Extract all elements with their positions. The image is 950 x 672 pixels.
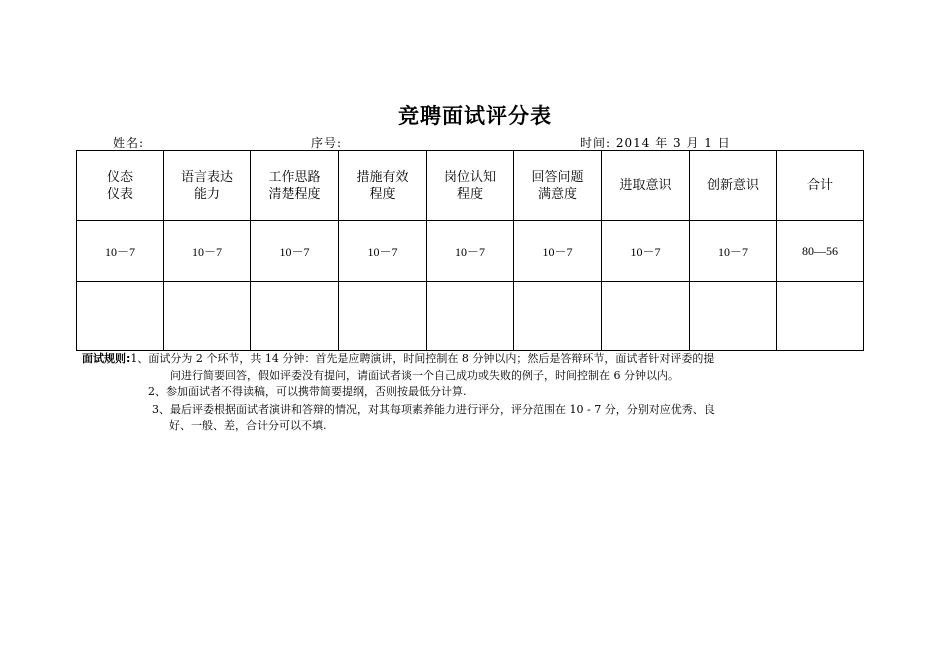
range-cell: 10－7 (164, 221, 251, 282)
score-entry-cell[interactable] (777, 282, 864, 351)
header-cell: 合计 (777, 151, 864, 221)
score-entry-cell[interactable] (339, 282, 427, 351)
score-entry-cell[interactable] (514, 282, 602, 351)
rule-3: 3、最后评委根据面试者演讲和答辩的情况，对其每项素养能力进行评分，评分范围在 10 - 7 分，分别对应优秀、良 (152, 403, 715, 416)
seq-label: 序号: (311, 136, 343, 150)
range-cell: 10－7 (514, 221, 602, 282)
header-row (77, 151, 864, 221)
range-cell: 80—56 (777, 221, 864, 282)
score-entry-cell[interactable] (602, 282, 690, 351)
score-entry-row (77, 282, 864, 351)
score-entry-cell[interactable] (690, 282, 777, 351)
header-cell: 语言表达 能力 (164, 151, 251, 221)
header-cell: 措施有效 程度 (339, 151, 427, 221)
rule-1: 面试规则:1、面试分为 2 个环节，共 14 分钟：首先是应聘演讲，时间控制在 8 分钟以内；然后是答辩环节，面试者针对评委的提 (82, 352, 715, 365)
score-entry-cell[interactable] (427, 282, 514, 351)
rule-3-continued: 好、一般、差，合计分可以不填. (169, 419, 327, 432)
range-cell: 10－7 (251, 221, 339, 282)
header-cell: 工作思路 清楚程度 (251, 151, 339, 221)
range-cell: 10－7 (77, 221, 164, 282)
score-table (76, 150, 864, 351)
time-label: 时间: 2014 年 3 月 1 日 (580, 136, 731, 150)
range-cell: 10－7 (427, 221, 514, 282)
header-cell: 进取意识 (602, 151, 690, 221)
score-entry-cell[interactable] (77, 282, 164, 351)
page-title: 竞聘面试评分表 (398, 104, 552, 128)
header-cell: 创新意识 (690, 151, 777, 221)
range-cell: 10－7 (339, 221, 427, 282)
score-entry-cell[interactable] (164, 282, 251, 351)
score-entry-cell[interactable] (251, 282, 339, 351)
range-row (77, 221, 864, 282)
range-cell: 10－7 (602, 221, 690, 282)
name-label: 姓名: (113, 136, 145, 150)
header-cell: 仪态 仪表 (77, 151, 164, 221)
header-cell: 回答问题 满意度 (514, 151, 602, 221)
rules-label: 面试规则: (82, 352, 131, 365)
header-cell: 岗位认知 程度 (427, 151, 514, 221)
rule-2: 2、参加面试者不得读稿，可以携带简要提纲，否则按最低分计算. (148, 385, 467, 398)
range-cell: 10－7 (690, 221, 777, 282)
rule-1-continued: 问进行简要回答，假如评委没有提问，请面试者谈一个自己成功或失败的例子，时间控制在 6 分钟以内。 (170, 368, 679, 382)
